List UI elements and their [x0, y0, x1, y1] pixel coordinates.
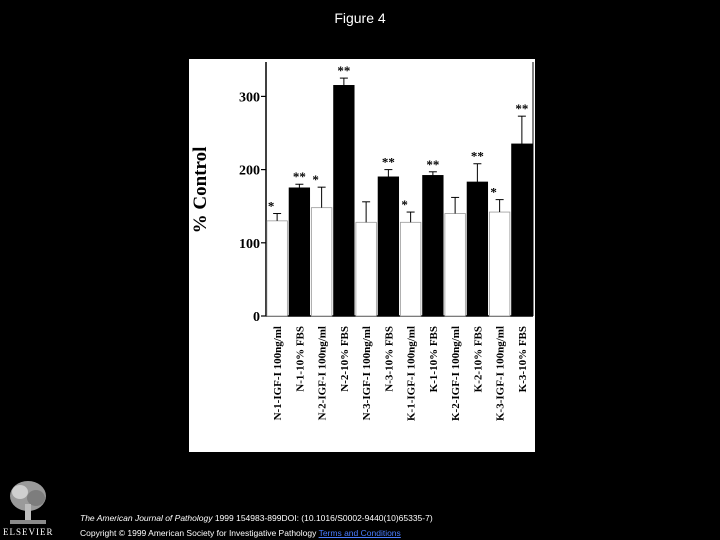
citation [80, 513, 433, 523]
y-tick-label: 300 [239, 90, 260, 106]
significance-marker: * [490, 184, 497, 200]
bar-chart [189, 59, 535, 452]
bar [400, 222, 421, 316]
copyright-text: Copyright © 1999 American Society for Investigative Pathology [80, 528, 319, 538]
y-tick-label: 0 [253, 310, 260, 325]
x-tick-label: K-1-IGF-I 100ng/ml [405, 326, 418, 422]
bar [311, 208, 332, 316]
x-tick-label: K-2-10% FBS [472, 326, 485, 393]
x-tick-label: K-3-10% FBS [516, 326, 529, 393]
bar [512, 144, 533, 316]
x-tick-label: N-2-10% FBS [338, 326, 351, 392]
y-tick-label: 200 [239, 163, 260, 179]
bar [356, 222, 377, 316]
elsevier-tree-logo [6, 478, 50, 528]
significance-marker: ** [426, 156, 440, 172]
significance-marker: * [312, 172, 319, 188]
bar [378, 177, 399, 316]
significance-marker: * [267, 198, 275, 214]
x-tick-label: K-1-10% FBS [427, 326, 440, 393]
bar [289, 188, 310, 316]
elsevier-logo-text: ELSEVIER [3, 527, 54, 537]
significance-marker: ** [470, 148, 484, 164]
copyright [80, 528, 401, 538]
significance-marker: * [401, 197, 408, 213]
figure-title: Figure 4 [334, 10, 386, 26]
significance-marker: ** [292, 169, 306, 185]
x-tick-label: N-3-IGF-I 100ng/ml [361, 326, 374, 421]
bar [445, 214, 466, 316]
x-tick-label: N-1-10% FBS [294, 326, 307, 392]
significance-marker: ** [381, 154, 395, 170]
bar [467, 182, 488, 316]
significance-marker: ** [515, 101, 529, 117]
bar [423, 175, 444, 316]
y-tick-label: 100 [239, 236, 260, 252]
x-tick-label: N-2-IGF-I 100ng/ml [316, 326, 329, 421]
citation-details: 1999 154983-899DOI: (10.1016/S0002-9440(10)65335-7) [212, 513, 433, 523]
x-tick-label: N-3-10% FBS [383, 326, 396, 392]
bar [267, 221, 288, 316]
citation-journal: The American Journal of Pathology [80, 513, 213, 523]
y-axis-label: % Control [190, 146, 211, 234]
x-tick-label: K-2-IGF-I 100ng/ml [450, 326, 463, 422]
figure-panel [189, 59, 535, 452]
x-tick-label: K-3-IGF-I 100ng/ml [494, 326, 507, 422]
terms-and-conditions-link[interactable]: Terms and Conditions [318, 528, 401, 538]
bar [334, 85, 355, 316]
x-tick-label: N-1-IGF-I 100ng/ml [272, 326, 285, 421]
significance-marker: ** [337, 63, 351, 79]
bar [489, 212, 510, 316]
